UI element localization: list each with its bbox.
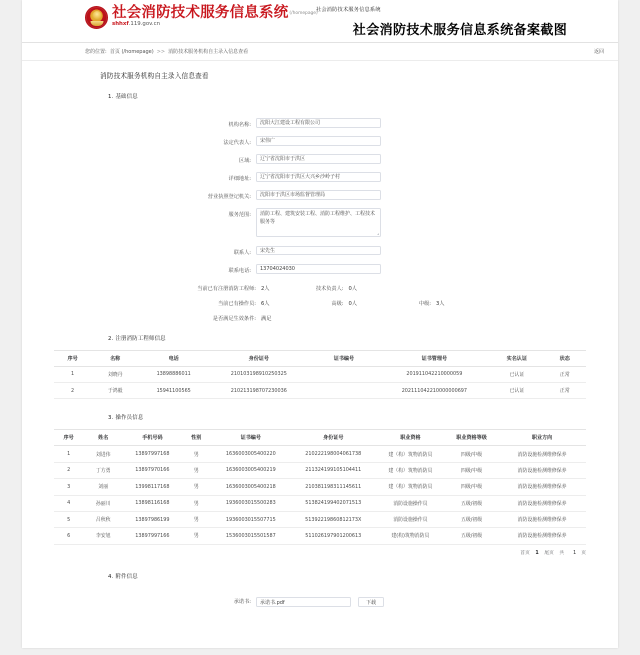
table-cell: 511026197901200613 (291, 528, 376, 544)
form-field-label: 联系人: (233, 249, 251, 256)
table-column-header: 姓名 (83, 430, 123, 446)
table-cell: 513824199402071513 (291, 495, 376, 511)
basic-info-stats (40, 285, 600, 322)
section-title-operators: 3. 操作员信息 (108, 415, 144, 422)
table-column-header: 电话 (139, 350, 208, 366)
table-cell: 13897986199 (123, 511, 182, 527)
table-column-header: 职业资格等级 (445, 430, 498, 446)
stat-value: 0人 (348, 300, 357, 307)
stat-value: 0人 (348, 285, 357, 292)
table-column-header: 性别 (182, 430, 211, 446)
table-cell: 13998117168 (123, 479, 182, 495)
section-title-basic-info: 1. 基础信息 (108, 94, 138, 100)
table-cell: 210213198707230036 (208, 383, 309, 399)
form-field-label: 法定代表人: (223, 139, 251, 146)
section-title-attachment: 4. 附件信息 (108, 573, 138, 580)
table-cell: 210381198311145611 (291, 479, 376, 495)
stat-label: 技术负责人: (315, 285, 344, 292)
table-cell: 1636003005400218 (211, 479, 291, 495)
table-cell: 消防设施检测维修保养 (498, 528, 586, 544)
table-cell: 6 (54, 528, 83, 544)
breadcrumb-current: 消防技术服务机构自主录入信息查看 (168, 49, 249, 55)
breadcrumb-separator: >> (156, 49, 166, 55)
form-field-input[interactable]: 沈阳大江建设工程有限公司 (256, 118, 381, 128)
attachment-section (40, 572, 600, 607)
table-cell: 正常 (543, 366, 586, 382)
stat-label: 当前已有操作员: (217, 300, 256, 307)
document-title-block (310, 6, 610, 38)
table-cell: 男 (182, 462, 211, 478)
stat-label: 高级: (331, 300, 344, 307)
table-cell: 男 (182, 511, 211, 527)
table-cell: 4 (54, 495, 83, 511)
table-cell: 5 (54, 511, 83, 527)
table-cell: 刘晓丹 (91, 366, 139, 382)
table-cell: 13898886011 (139, 366, 208, 382)
table-cell: 刘进伟 (83, 446, 123, 462)
table-cell: 消防设施检测维修保养 (498, 479, 586, 495)
brand-text-block (112, 5, 318, 28)
pagination-current-page[interactable]: 1 (535, 550, 539, 556)
stat-row (40, 285, 600, 292)
table-row[interactable] (54, 383, 586, 399)
form-row (40, 172, 600, 182)
form-field-input[interactable]: 消防工程、建筑安装工程、消防工程维护、工程技术服务等 (256, 208, 381, 237)
table-cell: 消防设施检测维修保养 (498, 495, 586, 511)
table-row[interactable] (54, 479, 586, 495)
stat-cell (357, 300, 445, 307)
stat-row (40, 315, 600, 322)
form-field-label: 机构名称: (228, 121, 251, 128)
table-cell (309, 383, 378, 399)
engineer-table (54, 350, 586, 400)
main-content (22, 61, 618, 629)
attachment-file-field[interactable]: 承诺书.pdf (256, 597, 351, 607)
table-cell: 四级/中级 (445, 479, 498, 495)
operator-table-wrapper (54, 429, 586, 544)
table-column-header: 身份证号 (208, 350, 309, 366)
table-cell: 消防设施操作员 (376, 511, 445, 527)
fire-service-emblem-icon (85, 6, 108, 29)
form-row (40, 154, 600, 164)
table-cell: 1 (54, 446, 83, 462)
stat-row (40, 300, 600, 307)
table-cell: 13897997168 (123, 446, 182, 462)
table-column-header: 证书管理号 (379, 350, 491, 366)
table-cell: 202111042210000000697 (379, 383, 491, 399)
table-cell: 男 (182, 528, 211, 544)
stat-value: 6人 (261, 300, 270, 307)
table-cell (309, 366, 378, 382)
table-column-header: 状态 (543, 350, 586, 366)
section-title-engineers: 2. 注册消防工程师信息 (108, 335, 166, 342)
table-cell: 消防设施操作员 (376, 495, 445, 511)
stat-value: 2人 (261, 285, 270, 292)
table-cell: 正常 (543, 383, 586, 399)
form-row (40, 118, 600, 128)
stat-label: 是否满足生效条件: (212, 315, 256, 322)
table-cell: 消防设施检测维修保养 (498, 511, 586, 527)
form-field-input[interactable]: 辽宁省沈阳市于洪区大兴乡沙岭子村 (256, 172, 381, 182)
table-cell: 3 (54, 479, 83, 495)
table-cell: 于鸿毅 (91, 383, 139, 399)
table-cell: 丁方勇 (83, 462, 123, 478)
table-cell: 孙丽川 (83, 495, 123, 511)
table-cell: 五级/初级 (445, 528, 498, 544)
form-field-label: 服务范围: (228, 212, 251, 219)
table-cell: 1536003015501587 (211, 528, 291, 544)
back-button[interactable]: 返回 (593, 49, 604, 55)
table-cell: 消防设施检测维修保养 (498, 462, 586, 478)
brand-domain (112, 21, 318, 28)
download-button[interactable]: 下载 (358, 597, 384, 607)
table-cell: 刘丽 (83, 479, 123, 495)
document-page (22, 0, 618, 648)
table-cell: 已认证 (490, 383, 543, 399)
form-field-label: 详细地址: (228, 175, 251, 182)
stat-cell (270, 285, 358, 292)
table-cell: 四级/中级 (445, 462, 498, 478)
operator-table-pagination (54, 549, 586, 556)
attachment-row (40, 597, 600, 607)
table-row[interactable] (54, 511, 586, 527)
stat-cell (40, 285, 270, 292)
site-brand[interactable] (85, 5, 318, 29)
table-row[interactable] (54, 366, 586, 382)
table-cell: 消防设施检测维修保养 (498, 446, 586, 462)
page-title: 消防技术服务机构自主录入信息查看 (100, 72, 209, 80)
table-cell: 1936003015507715 (211, 511, 291, 527)
form-field-input[interactable]: 辽宁省沈阳市于洪区 (256, 154, 381, 164)
form-row (40, 264, 600, 274)
table-column-header: 证书编号 (211, 430, 291, 446)
breadcrumb-text (85, 48, 604, 55)
table-row[interactable] (54, 528, 586, 544)
table-column-header: 实名认证 (490, 350, 543, 366)
table-cell: 李安旭 (83, 528, 123, 544)
stat-cell (40, 300, 270, 307)
table-column-header: 职业方向 (498, 430, 586, 446)
brand-domain-prefix: shhxf (112, 21, 129, 27)
table-cell: 15941100565 (139, 383, 208, 399)
site-banner (22, 0, 618, 42)
table-row[interactable] (54, 446, 586, 462)
table-cell: 男 (182, 446, 211, 462)
brand-domain-suffix: .119.gov.cn (128, 21, 161, 27)
brand-title (112, 5, 318, 22)
form-row (40, 208, 600, 237)
brand-homepage-link[interactable]: (/homepage) (289, 11, 318, 16)
table-column-header: 手机号码 (123, 430, 182, 446)
basic-info-form (40, 118, 600, 274)
table-header-row (54, 430, 586, 446)
table-cell: 1 (54, 366, 91, 382)
table-cell: 201911042210000059 (379, 366, 491, 382)
page-bottom-spacer (40, 607, 600, 629)
table-cell: 51392219860812173X (291, 511, 376, 527)
stat-cell (270, 300, 358, 307)
table-cell: 四级/中级 (445, 446, 498, 462)
table-header-row (54, 350, 586, 366)
table-column-header: 证书编号 (309, 350, 378, 366)
table-cell: 13898116168 (123, 495, 182, 511)
table-cell: 五级/初级 (445, 495, 498, 511)
attachment-label: 承诺书: (233, 599, 251, 606)
stat-cell (40, 315, 271, 322)
pagination-total-pages: 1 (573, 550, 577, 556)
table-cell: 1936003015500283 (211, 495, 291, 511)
form-field-input[interactable]: 沈阳市于洪区市场监督管理局 (256, 190, 381, 200)
table-row[interactable] (54, 462, 586, 478)
table-cell: 建（构）筑物消防员 (376, 462, 445, 478)
pagination-last-button[interactable]: 尾页 (544, 550, 554, 556)
form-row (40, 246, 600, 256)
pagination-first-button[interactable]: 首页 (520, 550, 530, 556)
table-cell: 210222198004061738 (291, 446, 376, 462)
form-field-input[interactable]: 13704024030 (256, 264, 381, 274)
form-field-input[interactable]: 宋先生 (256, 246, 381, 256)
table-cell: 吕秋秋 (83, 511, 123, 527)
table-column-header: 身份证号 (291, 430, 376, 446)
form-field-label: 营业执照登记机关: (207, 193, 251, 200)
table-cell: 211324199105104411 (291, 462, 376, 478)
table-cell: 2 (54, 383, 91, 399)
breadcrumb (22, 43, 618, 60)
form-field-label: 区域: (238, 157, 251, 164)
table-cell: 建(构)筑物消防员 (376, 528, 445, 544)
table-cell: 建（构）筑物消防员 (376, 479, 445, 495)
table-column-header: 序号 (54, 430, 83, 446)
table-cell: 1636003005400219 (211, 462, 291, 478)
pagination-page-unit: 页 (581, 550, 586, 556)
engineer-table-wrapper (54, 350, 586, 400)
table-column-header: 序号 (54, 350, 91, 366)
stat-value: 满足 (261, 315, 272, 322)
table-cell: 建（构）筑物消防员 (376, 446, 445, 462)
stat-label: 当前已有注册消防工程师: (197, 285, 256, 292)
table-cell: 男 (182, 495, 211, 511)
table-cell: 五级/初级 (445, 511, 498, 527)
table-cell: 2 (54, 462, 83, 478)
table-cell: 男 (182, 479, 211, 495)
stat-value: 3人 (436, 300, 445, 307)
breadcrumb-home-link[interactable]: 首页 (/homepage) (109, 49, 154, 55)
form-field-input[interactable]: 宋伟广 (256, 136, 381, 146)
table-cell: 210103198910250325 (208, 366, 309, 382)
document-title: 社会消防技术服务信息系统备案截图 (352, 23, 568, 38)
breadcrumb-prefix: 您的位置: (85, 49, 107, 55)
table-column-header: 名称 (91, 350, 139, 366)
brand-title-text: 社会消防技术服务信息系统 (112, 5, 289, 21)
stat-label: 中级: (418, 300, 431, 307)
form-field-label: 联系电话: (228, 267, 251, 274)
table-cell: 已认证 (490, 366, 543, 382)
pagination-total-prefix: 共 (559, 550, 565, 556)
table-cell: 13897970166 (123, 462, 182, 478)
document-system-name: 社会消防技术服务信息系统 (316, 7, 381, 13)
table-cell: 13897997166 (123, 528, 182, 544)
table-column-header: 职业资格 (376, 430, 445, 446)
form-row (40, 190, 600, 200)
table-row[interactable] (54, 495, 586, 511)
operator-table (54, 429, 586, 544)
table-cell: 1636003005400220 (211, 446, 291, 462)
form-row (40, 136, 600, 146)
